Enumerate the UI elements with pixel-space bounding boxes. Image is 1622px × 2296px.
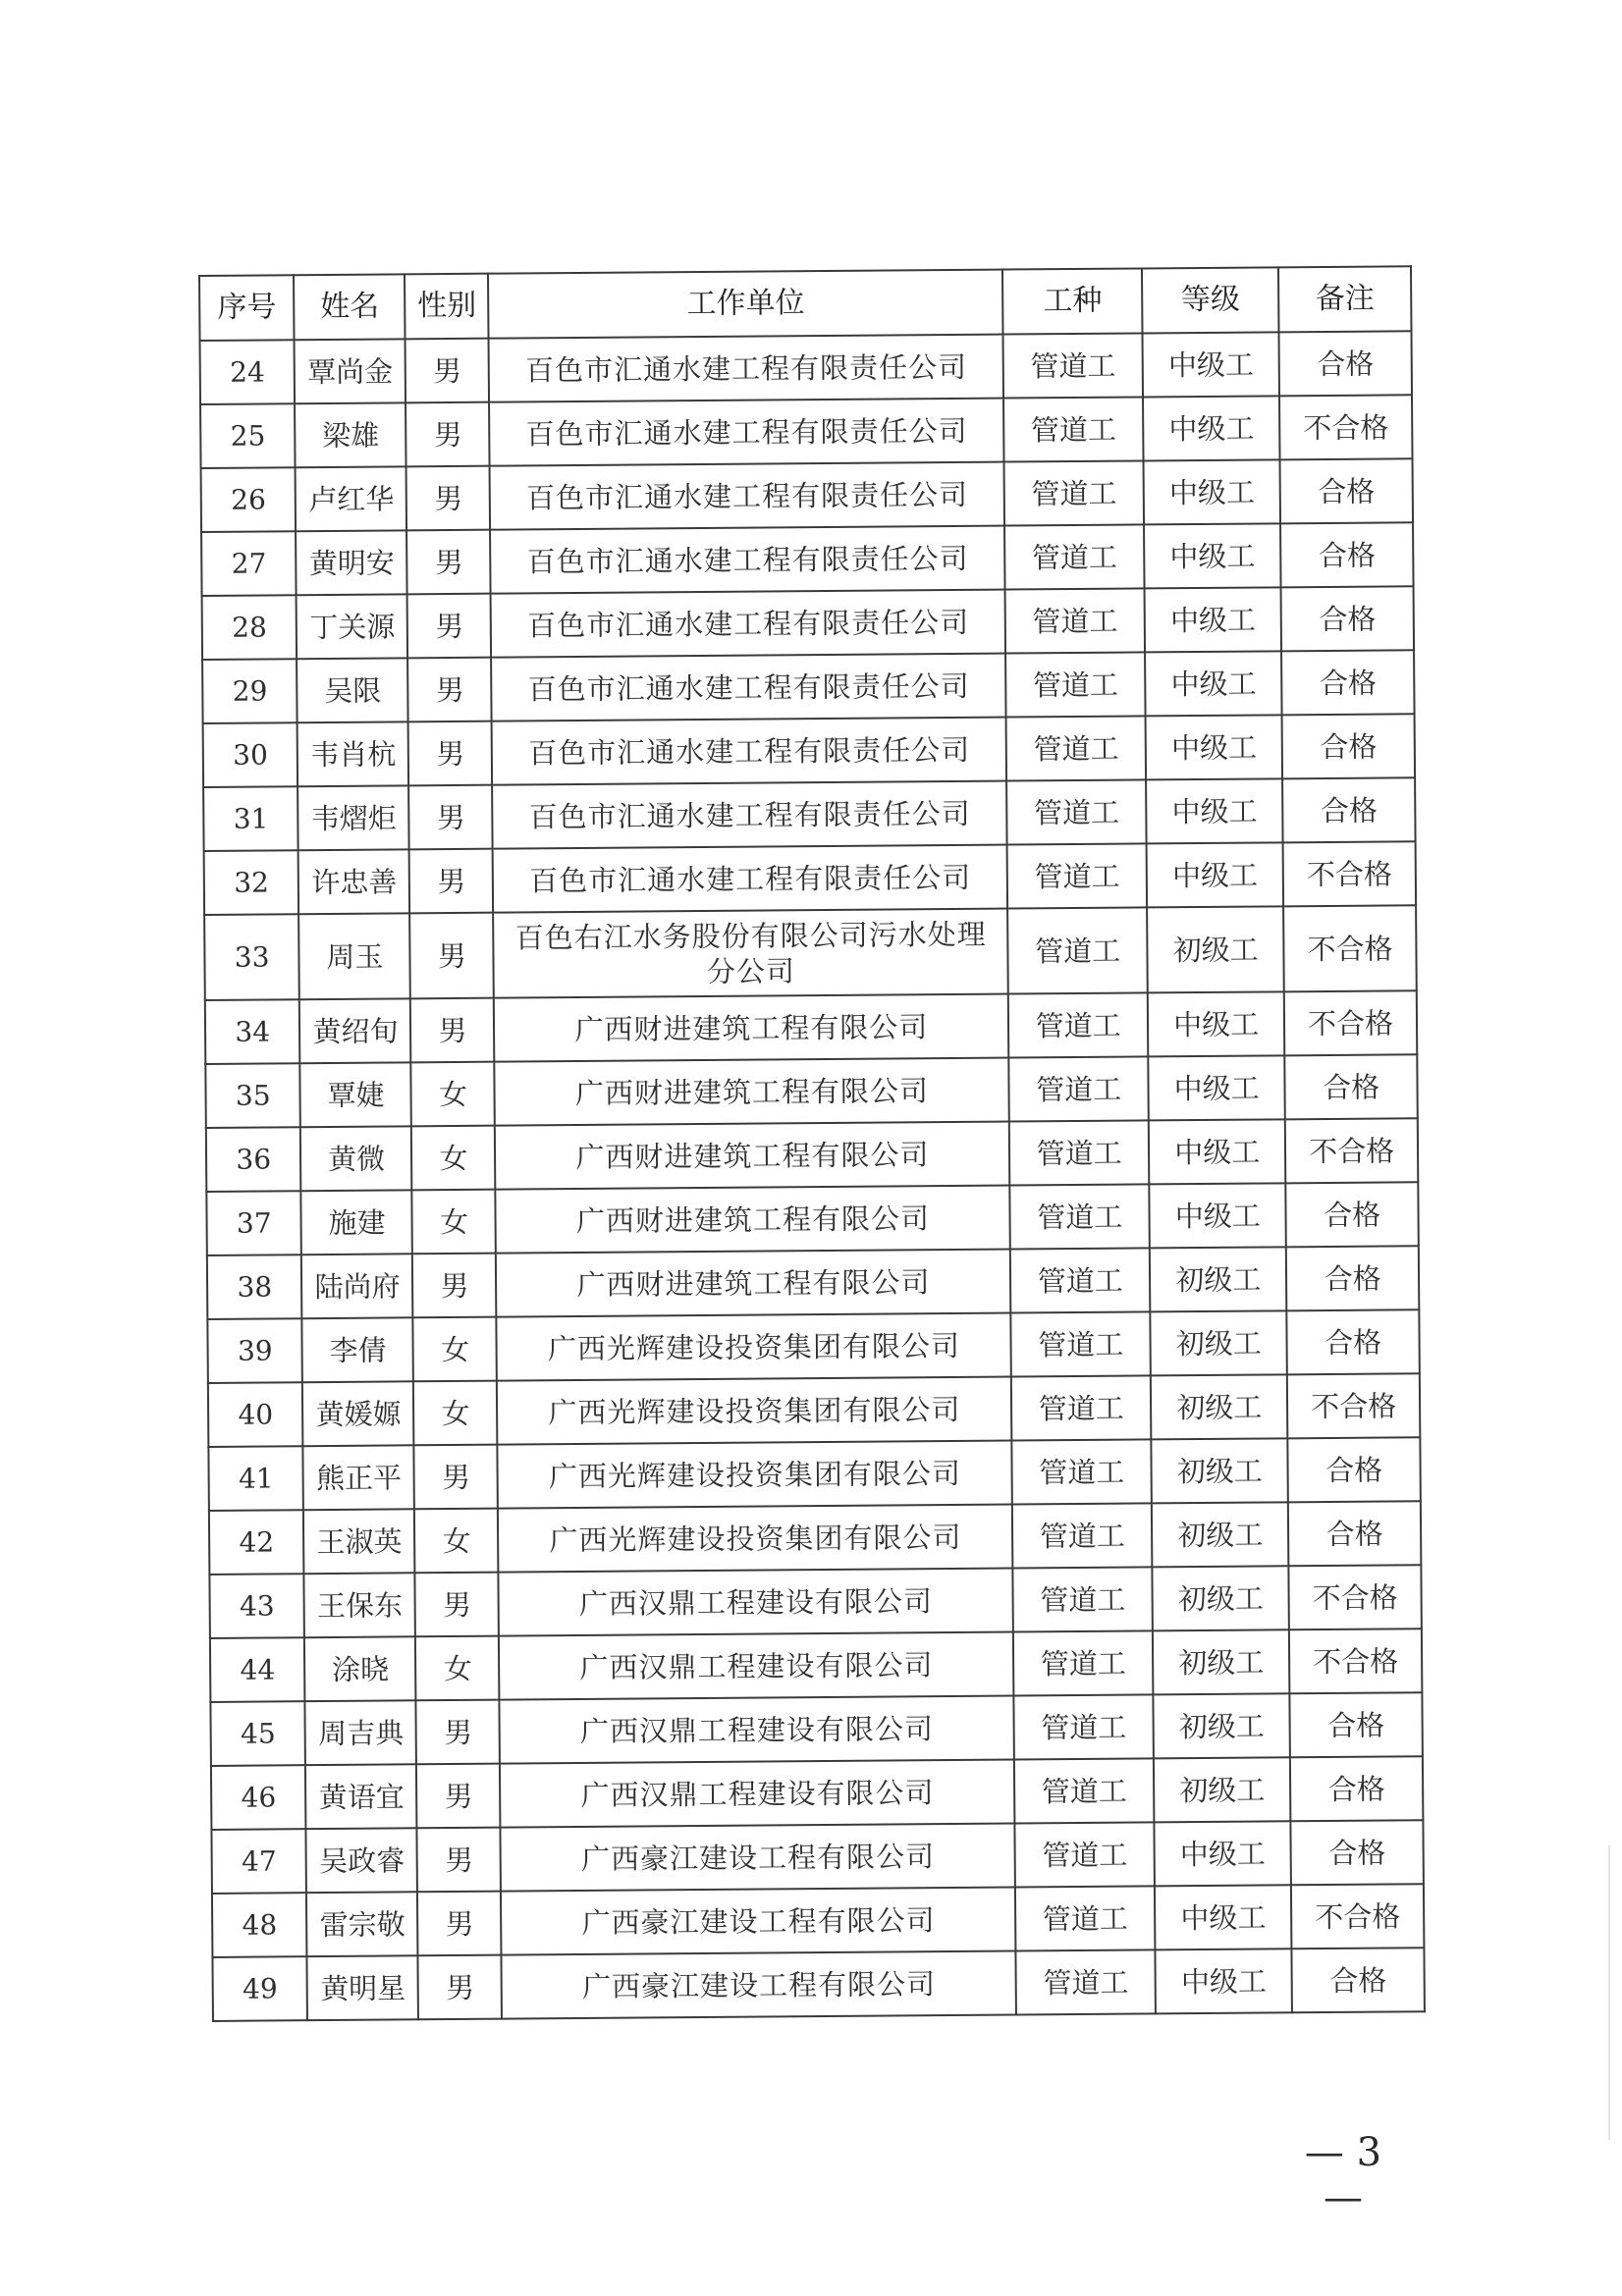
serial-no-cell: 27 <box>201 531 297 596</box>
gender-cell: 男 <box>415 1573 500 1637</box>
gender-cell: 男 <box>417 1828 502 1893</box>
trade-cell: 管道工 <box>1010 1311 1151 1376</box>
level-cell: 中级工 <box>1144 459 1280 524</box>
gender-cell: 男 <box>408 658 493 722</box>
serial-no-cell: 25 <box>200 403 296 468</box>
serial-no-cell: 28 <box>202 595 297 660</box>
level-cell: 中级工 <box>1155 1821 1291 1886</box>
level-cell: 中级工 <box>1145 651 1281 716</box>
gender-cell: 女 <box>413 1317 498 1382</box>
gender-cell: 男 <box>416 1700 501 1765</box>
work-unit-cell: 广西汉鼎工程建设有限公司 <box>499 1569 1013 1636</box>
remark-cell: 合格 <box>1281 650 1414 715</box>
table-row <box>204 905 1417 1000</box>
trade-cell: 管道工 <box>1014 1694 1155 1759</box>
trade-cell: 管道工 <box>1007 843 1148 908</box>
name-cell: 丁关源 <box>297 594 408 659</box>
header-remark: 备注 <box>1278 266 1411 332</box>
name-cell: 王淑英 <box>303 1509 415 1574</box>
page-edge-shadow <box>1608 1845 1610 2140</box>
gender-cell: 男 <box>417 1892 502 1956</box>
gender-cell: 男 <box>414 1445 499 1510</box>
table-row <box>209 1565 1421 1638</box>
name-cell: 周玉 <box>299 913 411 999</box>
gender-cell: 女 <box>411 1126 496 1191</box>
gender-cell: 男 <box>410 998 495 1063</box>
level-cell: 初级工 <box>1150 1247 1286 1311</box>
name-cell: 韦熠炬 <box>298 785 410 850</box>
header-work-unit: 工作单位 <box>488 270 1002 339</box>
name-cell: 黄媛嫄 <box>302 1381 414 1446</box>
remark-cell: 合格 <box>1281 586 1414 651</box>
work-unit-cell: 广西财进建筑工程有限公司 <box>496 1186 1010 1254</box>
header-name: 姓名 <box>294 274 406 340</box>
remark-cell: 不合格 <box>1285 1118 1418 1183</box>
work-unit-cell: 百色市汇通水建工程有限责任公司 <box>492 718 1006 785</box>
table-row <box>201 458 1413 532</box>
trade-cell: 管道工 <box>1006 716 1147 780</box>
gender-cell: 男 <box>408 721 493 786</box>
results-table <box>198 265 1426 2022</box>
remark-cell: 合格 <box>1288 1437 1421 1502</box>
level-cell: 中级工 <box>1143 396 1279 460</box>
remark-cell: 合格 <box>1290 1756 1423 1821</box>
serial-no-cell: 40 <box>208 1382 303 1447</box>
remark-cell: 不合格 <box>1284 990 1417 1055</box>
serial-no-cell: 47 <box>211 1829 306 1894</box>
gender-cell: 男 <box>409 785 494 850</box>
trade-cell: 管道工 <box>1009 1184 1150 1249</box>
name-cell: 黄微 <box>300 1126 412 1191</box>
table-row <box>208 1437 1420 1511</box>
table-row <box>202 650 1414 723</box>
work-unit-cell: 百色市汇通水建工程有限责任公司 <box>493 781 1007 849</box>
name-cell: 周吉典 <box>305 1700 417 1765</box>
level-cell: 中级工 <box>1146 715 1282 779</box>
trade-cell: 管道工 <box>1012 1439 1153 1504</box>
trade-cell: 管道工 <box>1015 1822 1156 1887</box>
remark-cell: 不合格 <box>1289 1629 1422 1693</box>
serial-no-cell: 32 <box>204 850 299 915</box>
name-cell: 雷宗敬 <box>306 1892 418 1956</box>
header-serial-no: 序号 <box>199 275 295 341</box>
work-unit-cell: 广西财进建筑工程有限公司 <box>495 1122 1009 1190</box>
level-cell: 初级工 <box>1147 906 1284 992</box>
name-cell: 吴政睿 <box>306 1828 418 1893</box>
header-gender: 性别 <box>405 274 489 340</box>
gender-cell: 女 <box>412 1190 497 1255</box>
serial-no-cell: 36 <box>206 1127 301 1192</box>
remark-cell: 合格 <box>1290 1692 1423 1757</box>
level-cell: 中级工 <box>1146 778 1282 843</box>
remark-cell: 合格 <box>1285 1182 1418 1247</box>
table-row <box>211 1820 1423 1894</box>
level-cell: 初级工 <box>1152 1438 1288 1503</box>
table-row <box>209 1501 1421 1575</box>
trade-cell: 管道工 <box>1015 1886 1156 1950</box>
gender-cell: 女 <box>414 1509 499 1574</box>
name-cell: 黄明星 <box>307 1955 419 2020</box>
remark-cell: 合格 <box>1282 777 1415 842</box>
level-cell: 初级工 <box>1151 1374 1287 1439</box>
serial-no-cell: 35 <box>205 1063 300 1128</box>
remark-cell: 合格 <box>1288 1501 1421 1566</box>
gender-cell: 女 <box>413 1381 498 1446</box>
table-row <box>205 990 1417 1064</box>
name-cell: 陆尚府 <box>301 1254 413 1318</box>
serial-no-cell: 42 <box>209 1510 304 1575</box>
level-cell: 中级工 <box>1143 332 1279 397</box>
trade-cell: 管道工 <box>1008 1056 1149 1121</box>
trade-cell: 管道工 <box>1009 1120 1150 1185</box>
level-cell: 中级工 <box>1156 1949 1292 2013</box>
work-unit-cell: 广西财进建筑工程有限公司 <box>495 1058 1009 1126</box>
serial-no-cell: 24 <box>200 340 296 404</box>
serial-no-cell: 38 <box>207 1255 302 1319</box>
work-unit-cell: 百色市汇通水建工程有限责任公司 <box>490 399 1004 466</box>
work-unit-cell: 百色市汇通水建工程有限责任公司 <box>489 335 1003 402</box>
serial-no-cell: 37 <box>206 1191 301 1255</box>
level-cell: 中级工 <box>1155 1885 1291 1949</box>
trade-cell: 管道工 <box>1006 779 1147 844</box>
serial-no-cell: 26 <box>201 467 297 532</box>
trade-cell: 管道工 <box>1014 1758 1155 1823</box>
level-cell: 中级工 <box>1147 842 1283 907</box>
work-unit-cell: 广西财进建筑工程有限公司 <box>494 994 1008 1062</box>
level-cell: 初级工 <box>1154 1693 1290 1758</box>
work-unit-cell: 百色市汇通水建工程有限责任公司 <box>493 845 1007 913</box>
serial-no-cell: 43 <box>209 1574 304 1638</box>
name-cell: 许忠善 <box>298 849 410 914</box>
remark-cell: 合格 <box>1291 1820 1424 1885</box>
remark-cell: 合格 <box>1280 458 1413 523</box>
remark-cell: 合格 <box>1279 331 1412 396</box>
serial-no-cell: 45 <box>210 1701 305 1766</box>
table-row <box>202 586 1414 660</box>
table-row <box>205 1054 1417 1128</box>
trade-cell: 管道工 <box>1007 907 1148 993</box>
table-row <box>200 395 1412 468</box>
remark-cell: 合格 <box>1292 1948 1425 2012</box>
name-cell: 黄明安 <box>296 530 407 595</box>
name-cell: 覃婕 <box>300 1062 412 1127</box>
table-row <box>200 331 1412 404</box>
name-cell: 黄绍旬 <box>299 998 411 1063</box>
gender-cell: 女 <box>415 1636 500 1701</box>
name-cell: 黄语宜 <box>305 1764 417 1829</box>
remark-cell: 不合格 <box>1283 905 1417 991</box>
work-unit-cell: 广西豪江建设工程有限公司 <box>501 1888 1015 1955</box>
gender-cell: 男 <box>418 1955 503 2020</box>
serial-no-cell: 44 <box>210 1637 305 1702</box>
trade-cell: 管道工 <box>1003 397 1144 461</box>
table-header-row <box>199 266 1411 341</box>
trade-cell: 管道工 <box>1004 524 1145 589</box>
work-unit-cell: 广西财进建筑工程有限公司 <box>496 1250 1010 1317</box>
header-trade: 工种 <box>1002 268 1143 334</box>
serial-no-cell: 49 <box>212 1956 307 2021</box>
level-cell: 中级工 <box>1149 1055 1285 1120</box>
work-unit-cell: 百色右江水务股份有限公司污水处理分公司 <box>494 909 1008 998</box>
table-row <box>203 777 1415 851</box>
work-unit-cell: 广西光辉建设投资集团有限公司 <box>497 1377 1011 1445</box>
name-cell: 卢红华 <box>296 466 407 531</box>
remark-cell: 合格 <box>1282 714 1415 778</box>
trade-cell: 管道工 <box>1013 1630 1154 1695</box>
work-unit-cell: 广西光辉建设投资集团有限公司 <box>497 1313 1011 1381</box>
trade-cell: 管道工 <box>1003 333 1144 398</box>
page-number: — 3 — <box>1304 2130 1382 2220</box>
table-row <box>204 841 1416 915</box>
work-unit-cell: 广西汉鼎工程建设有限公司 <box>500 1760 1014 1828</box>
remark-cell: 合格 <box>1280 522 1413 587</box>
work-unit-cell: 百色市汇通水建工程有限责任公司 <box>491 526 1005 594</box>
name-cell: 王保东 <box>304 1573 416 1637</box>
gender-cell: 男 <box>416 1764 501 1829</box>
name-cell: 李倩 <box>302 1317 414 1382</box>
table-row <box>212 1948 1424 2021</box>
work-unit-cell: 广西豪江建设工程有限公司 <box>501 1824 1015 1892</box>
table-row <box>210 1629 1422 1702</box>
gender-cell: 男 <box>407 530 492 595</box>
remark-cell: 合格 <box>1286 1246 1419 1310</box>
table-row <box>212 1884 1424 1957</box>
remark-cell: 合格 <box>1286 1309 1419 1374</box>
serial-no-cell: 29 <box>202 659 297 723</box>
table-row <box>203 714 1415 787</box>
table-row <box>210 1692 1422 1766</box>
trade-cell: 管道工 <box>1010 1248 1151 1312</box>
gender-cell: 男 <box>409 849 494 914</box>
table-row <box>207 1246 1419 1319</box>
table-row <box>211 1756 1423 1830</box>
serial-no-cell: 41 <box>208 1446 303 1511</box>
gender-cell: 女 <box>411 1062 496 1127</box>
work-unit-cell: 百色市汇通水建工程有限责任公司 <box>492 654 1006 721</box>
level-cell: 中级工 <box>1148 991 1284 1056</box>
work-unit-cell: 广西光辉建设投资集团有限公司 <box>498 1441 1012 1509</box>
table-row <box>201 522 1413 596</box>
table-row <box>207 1309 1419 1383</box>
level-cell: 初级工 <box>1151 1310 1287 1375</box>
serial-no-cell: 33 <box>204 914 299 1000</box>
trade-cell: 管道工 <box>1008 992 1149 1057</box>
gender-cell: 男 <box>406 402 490 467</box>
remark-cell: 合格 <box>1284 1054 1417 1119</box>
name-cell: 熊正平 <box>303 1445 415 1510</box>
work-unit-cell: 百色市汇通水建工程有限责任公司 <box>490 462 1004 530</box>
serial-no-cell: 34 <box>205 999 300 1064</box>
name-cell: 覃尚金 <box>295 339 406 403</box>
level-cell: 初级工 <box>1153 1566 1289 1630</box>
trade-cell: 管道工 <box>1011 1375 1152 1440</box>
level-cell: 中级工 <box>1150 1183 1286 1248</box>
name-cell: 梁雄 <box>295 402 406 467</box>
serial-no-cell: 30 <box>203 722 298 787</box>
serial-no-cell: 39 <box>207 1318 302 1383</box>
level-cell: 中级工 <box>1144 523 1280 588</box>
remark-cell: 不合格 <box>1283 841 1416 906</box>
trade-cell: 管道工 <box>1012 1503 1153 1568</box>
header-level: 等级 <box>1142 267 1278 333</box>
gender-cell: 男 <box>412 1254 497 1318</box>
name-cell: 韦肖杭 <box>297 721 409 786</box>
work-unit-cell: 广西汉鼎工程建设有限公司 <box>500 1696 1014 1764</box>
gender-cell: 男 <box>406 339 490 403</box>
level-cell: 初级工 <box>1152 1502 1288 1567</box>
trade-cell: 管道工 <box>1004 460 1145 525</box>
remark-cell: 不合格 <box>1291 1884 1424 1949</box>
level-cell: 中级工 <box>1149 1119 1285 1184</box>
table-row <box>206 1118 1418 1192</box>
table-body <box>200 331 1425 2021</box>
trade-cell: 管道工 <box>1016 1949 1157 2014</box>
work-unit-cell: 广西豪江建设工程有限公司 <box>502 1951 1016 2019</box>
level-cell: 中级工 <box>1145 587 1281 652</box>
level-cell: 初级工 <box>1154 1757 1290 1822</box>
work-unit-cell: 广西光辉建设投资集团有限公司 <box>498 1505 1012 1573</box>
table-row <box>208 1373 1420 1447</box>
work-unit-cell: 广西汉鼎工程建设有限公司 <box>499 1632 1013 1700</box>
level-cell: 初级工 <box>1153 1629 1289 1694</box>
remark-cell: 不合格 <box>1279 395 1412 459</box>
gender-cell: 男 <box>410 913 495 999</box>
name-cell: 涂晓 <box>304 1636 416 1701</box>
gender-cell: 男 <box>407 594 492 659</box>
serial-no-cell: 31 <box>203 786 298 851</box>
work-unit-cell: 百色市汇通水建工程有限责任公司 <box>491 590 1005 658</box>
trade-cell: 管道工 <box>1005 652 1146 717</box>
remark-cell: 不合格 <box>1289 1565 1422 1629</box>
serial-no-cell: 48 <box>212 1893 307 1957</box>
trade-cell: 管道工 <box>1013 1567 1154 1631</box>
gender-cell: 男 <box>406 466 491 531</box>
trade-cell: 管道工 <box>1005 588 1146 653</box>
table-row <box>206 1182 1418 1255</box>
remark-cell: 不合格 <box>1287 1373 1420 1438</box>
name-cell: 施建 <box>301 1190 413 1255</box>
serial-no-cell: 46 <box>211 1765 306 1830</box>
name-cell: 吴限 <box>297 658 409 722</box>
